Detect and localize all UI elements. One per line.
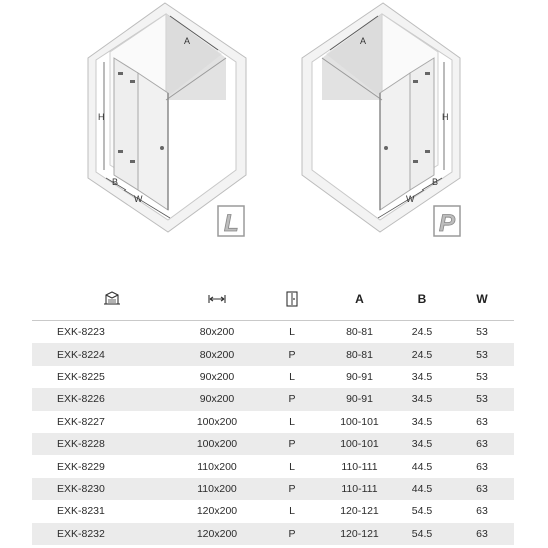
product-code: EXK-8228 [57,438,105,451]
dim-h-label: H [442,112,449,122]
dim-a: 120-121 [340,505,379,518]
product-code: EXK-8227 [57,415,105,428]
variant-letter: P [439,210,456,237]
dim-a: 110-111 [341,460,378,473]
dim-b: 24.5 [411,326,433,339]
product-code: EXK-8231 [57,505,105,518]
size: 120x200 [196,527,238,540]
dim-b: 54.5 [411,505,433,518]
dim-a: 120-121 [340,527,379,540]
dim-w: 53 [476,348,488,361]
product-code: EXK-8230 [57,482,105,495]
side: P [288,393,296,406]
dim-a-label: A [184,36,191,46]
specs-table [32,278,514,545]
size: 100x200 [196,438,238,451]
size: 90x200 [199,393,235,406]
dim-b-label: B [112,177,119,187]
table-row [32,366,514,388]
table-row [32,500,514,522]
table-header [32,278,514,321]
dim-w: 63 [476,527,488,540]
dim-b-label: B [432,177,439,187]
table-row [32,455,514,477]
dim-a: 90-91 [346,393,373,406]
dim-a-label: A [360,36,367,46]
dim-b: 24.5 [411,348,433,361]
door-icon [267,278,317,320]
size: 100x200 [196,415,238,428]
dim-w: 53 [476,326,488,339]
size: 80x200 [199,348,235,361]
table-row [32,321,514,343]
dim-w-label: W [134,194,143,204]
diagrams [0,0,548,250]
variant-letter: L [224,210,239,237]
side: P [288,482,296,495]
side: P [288,348,296,361]
size: 110x200 [197,460,237,473]
dim-b: 34.5 [411,415,433,428]
side: P [288,527,296,540]
diagram-left-variant [0,0,274,250]
dim-a: 80-81 [346,326,373,339]
dim-b: 54.5 [411,527,433,540]
shower-right-illustration [274,0,548,250]
header-b: B [417,292,427,306]
size: 110x200 [197,482,237,495]
table-row [32,523,514,545]
dim-w: 53 [476,370,488,383]
size: 80x200 [199,326,235,339]
product-code: EXK-8232 [57,527,105,540]
dim-b: 34.5 [411,438,433,451]
table-row [32,411,514,433]
dim-a: 100-101 [340,415,379,428]
product-box-icon [72,278,152,320]
diagram-right-variant [274,0,548,250]
dim-w: 63 [476,460,488,473]
side: L [289,370,295,383]
product-code: EXK-8224 [57,348,105,361]
shower-left-illustration [0,0,274,250]
dim-b: 34.5 [411,370,433,383]
side: P [288,438,296,451]
size: 120x200 [196,505,238,518]
side: L [289,460,295,473]
dim-w-label: W [406,194,415,204]
dim-a: 100-101 [340,438,379,451]
product-code: EXK-8229 [57,460,105,473]
header-w: W [476,292,488,306]
table-row [32,388,514,410]
dim-b: 44.5 [411,482,433,495]
width-arrows-icon [167,278,267,320]
side: L [289,505,295,518]
table-row [32,433,514,455]
dim-h-label: H [98,112,105,122]
product-code: EXK-8225 [57,370,105,383]
side: L [289,415,295,428]
dim-w: 63 [476,415,488,428]
dim-w: 63 [476,505,488,518]
dim-w: 63 [476,482,488,495]
dim-b: 34.5 [411,393,433,406]
dim-a: 110-111 [341,482,378,495]
dim-w: 63 [476,438,488,451]
size: 90x200 [199,370,235,383]
table-body [32,321,514,545]
dim-w: 53 [476,393,488,406]
header-a: A [355,292,364,306]
table-row [32,478,514,500]
product-code: EXK-8226 [57,393,105,406]
dim-a: 80-81 [346,348,373,361]
side: L [289,326,295,339]
dim-b: 44.5 [411,460,433,473]
table-row [32,343,514,365]
dim-a: 90-91 [346,370,373,383]
product-code: EXK-8223 [57,326,105,339]
